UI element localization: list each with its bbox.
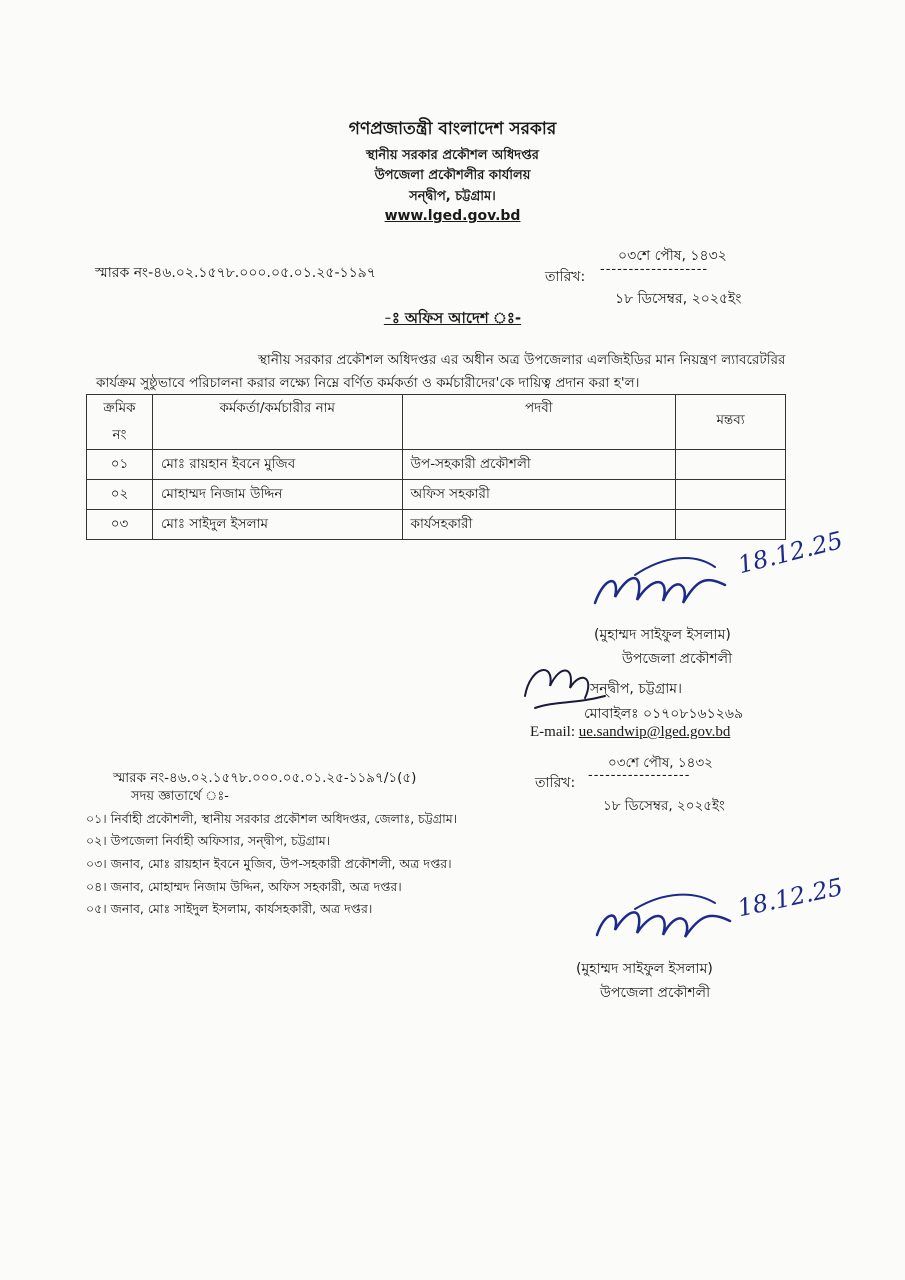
signatory-1-place: সন্দ্বীপ, চট্টগ্রাম। [590,681,683,697]
row-remarks [676,480,786,510]
row-serial: ০৩ [87,510,153,540]
row-name: মোঃ রায়হান ইবনে মুজিব [152,450,402,480]
header-remarks: মন্তব্য [676,395,786,450]
row-designation: কার্যসহকারী [402,510,676,540]
row-name: মোহাম্মদ নিজাম উদ্দিন [152,480,402,510]
memo-2-date-label: তারিখ: [535,775,576,791]
row-remarks [676,510,786,540]
copy-to-item: ০৪। জনাব, মোহাম্মদ নিজাম উদ্দিন, অফিস সহকারী, অত্র দপ্তর। [86,879,402,894]
office-location: সন্দ্বীপ, চট্টগ্রাম। [409,189,496,204]
table-header-row [87,395,786,423]
signatory-1-mobile: মোবাইলঃ ০১৭০৮১৬১২৬৯ [584,706,744,722]
order-title-text: -ঃ অফিস আদেশ ঃ- [383,309,522,327]
memo-number: স্মারক নং-৪৬.০২.১৫৭৮.০০০.০৫.০১.২৫-১১৯৭ [95,265,376,281]
memo-2-date-bangla: ০৩শে পৌষ, ১৪৩২ [608,755,713,771]
signature-2-date: 18.12.25 [735,872,846,923]
row-remarks [676,450,786,480]
copy-to-item: ০১। নির্বাহী প্রকৌশলী, স্থানীয় সরকার প্রকৌশল অধিদপ্তর, জেলাঃ, চট্টগ্রাম। [86,811,458,826]
row-designation: উপ-সহকারী প্রকৌশলী [402,450,676,480]
row-serial: ০২ [87,480,153,510]
order-title [0,307,905,332]
office-name: উপজেলা প্রকৌশলীর কার্যালয় [374,168,531,183]
signatory-1-title: উপজেলা প্রকৌশলী [622,651,733,667]
website-link[interactable] [0,208,905,224]
row-designation: অফিস সহকারী [402,480,676,510]
copy-to-heading: সদয় জ্ঞাতার্থে ঃ- [131,789,229,804]
table-row [87,450,786,480]
copy-to-item: ০৫। জনাব, মোঃ সাইদুল ইসলাম, কার্যসহকারী, অত্র দপ্তর। [86,901,373,916]
header-name: কর্মকর্তা/কর্মচারীর নাম [152,395,402,450]
memo-date-label: তারিখ: [545,269,586,285]
header-serial-2: নং [87,422,153,450]
body-line-1: স্থানীয় সরকার প্রকৌশল অধিদপ্তর এর অধীন অত্র উপজেলার এলজিইডির মান নিয়ন্ত্রণ ল্যাবরেটরির [258,352,786,368]
copy-to-item: ০২। উপজেলা নির্বাহী অফিসার, সন্দ্বীপ, চট্টগ্রাম। [86,833,331,848]
copy-to-item: ০৩। জনাব, মোঃ রায়হান ইবনে মুজিব, উপ-সহকারী প্রকৌশলী, অত্র দপ্তর। [86,856,452,871]
signatory-2-name: (মুহাম্মদ সাইফুল ইসলাম) [576,961,713,977]
header-serial: ক্রমিক [87,395,153,423]
email-address[interactable]: ue.sandwip@lged.gov.bd [578,724,731,740]
signatory-1-email[interactable] [530,724,730,741]
memo-2-date-divider: ------------------ [588,768,691,783]
table-row [87,510,786,540]
department-name: স্থানীয় সরকার প্রকৌশল অধিদপ্তর [366,148,539,163]
header-designation: পদবী [402,395,676,450]
table-row [87,480,786,510]
memo-date-bangla: ০৩শে পৌষ, ১৪৩২ [618,248,727,264]
government-title: গণপ্রজাতন্ত্রী বাংলাদেশ সরকার [348,119,557,139]
memo-2-date-english: ১৮ ডিসেম্বর, ২০২৫ইং [603,798,725,814]
memo-date-english: ১৮ ডিসেম্বর, ২০২৫ইং [615,291,742,307]
signatory-2-title: উপজেলা প্রকৌশলী [600,985,711,1001]
signature-2-scribble [585,885,745,945]
memo-date-divider: ------------------- [600,262,709,277]
body-line-2: কার্যক্রম সুষ্ঠুভাবে পরিচালনা করার লক্ষ্যে নিম্নে বর্ণিত কর্মকর্তা ও কর্মচারীদের'কে দায়িত্ব প্রদান করা হ'ল। [96,375,640,391]
staff-table [86,394,786,540]
row-serial: ০১ [87,450,153,480]
signature-1-date: 18.12.25 [735,526,846,580]
website-text[interactable]: www.lged.gov.bd [384,208,521,224]
email-label: E-mail: [530,724,575,740]
row-name: মোঃ সাইদুল ইসলাম [152,510,402,540]
signatory-1-name: (মুহাম্মদ সাইফুল ইসলাম) [594,627,731,643]
memo-2-number: স্মারক নং-৪৬.০২.১৫৭৮.০০০.০৫.০১.২৫-১১৯৭/১(৫) [113,770,417,786]
